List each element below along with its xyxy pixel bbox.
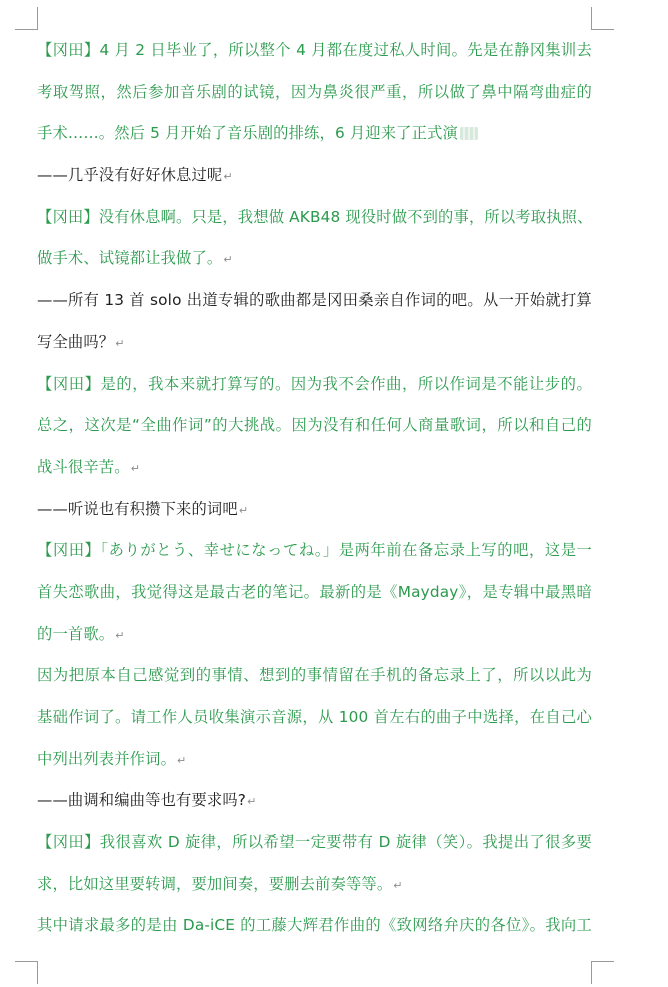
text-line bbox=[37, 659, 593, 701]
text-line bbox=[37, 117, 593, 159]
blurred-text-fragment bbox=[460, 127, 478, 140]
line-text: ——几乎没有好好休息过呢 bbox=[37, 166, 223, 185]
text-line bbox=[37, 326, 593, 368]
line-text: 考取驾照，然后参加音乐剧的试镜，因为鼻炎很严重，所以做了鼻中隔弯曲症的 bbox=[37, 82, 592, 101]
crop-mark-bottom-left bbox=[15, 961, 38, 984]
paragraph-mark: ↵ bbox=[177, 753, 187, 767]
paragraph-mark: ↵ bbox=[115, 628, 125, 642]
line-text: 做手术、试镜都让我做了。 bbox=[37, 249, 223, 268]
text-line bbox=[37, 743, 593, 785]
line-text: 【冈田】4 月 2 日毕业了，所以整个 4 月都在度过私人时间。先是在静冈集训去 bbox=[37, 41, 592, 59]
paragraph-mark: ↵ bbox=[238, 503, 249, 517]
text-line bbox=[37, 409, 593, 451]
line-text: ——曲调和编曲等也有要求吗? bbox=[37, 791, 247, 810]
text-line bbox=[37, 618, 593, 660]
crop-mark-bottom-right bbox=[591, 961, 614, 984]
line-text: 【冈田】是的，我本来就打算写的。因为我不会作曲，所以作词是不能让步的。 bbox=[37, 374, 592, 393]
line-text: 写全曲吗？ bbox=[37, 332, 115, 351]
paragraph-mark: ↵ bbox=[223, 253, 233, 267]
line-text: 因为把原本自己感觉到的事情、想到的事情留在手机的备忘录上了，所以以此为 bbox=[37, 666, 592, 685]
text-line bbox=[37, 868, 593, 910]
crop-mark-top-right bbox=[591, 7, 614, 30]
line-text: 【冈田】没有休息啊。只是，我想做 AKB48 现役时做不到的事，所以考取执照、 bbox=[37, 207, 593, 226]
text-line bbox=[37, 909, 593, 951]
text-line bbox=[37, 826, 593, 868]
line-text: 基础作词了。请工作人员收集演示音源，从 100 首左右的曲子中选择，在自己心 bbox=[37, 708, 592, 726]
line-text: 首失恋歌曲，我觉得这是最古老的笔记。最新的是《Mayday》，是专辑中最黑暗 bbox=[37, 582, 592, 601]
crop-mark-top-left bbox=[15, 7, 38, 30]
line-text: 中列出列表并作词。 bbox=[37, 749, 177, 768]
text-line bbox=[37, 368, 593, 410]
text-line bbox=[37, 451, 593, 493]
text-line bbox=[37, 576, 593, 618]
text-line bbox=[37, 34, 593, 76]
paragraph-mark: ↵ bbox=[393, 878, 403, 892]
paragraph-mark: ↵ bbox=[247, 795, 257, 809]
text-line bbox=[37, 201, 593, 243]
text-line bbox=[37, 242, 593, 284]
line-text: ——所有 13 首 solo 出道专辑的歌曲都是冈田桑亲自作词的吧。从一开始就打算 bbox=[37, 291, 592, 310]
line-text: 的一首歌。 bbox=[37, 624, 115, 643]
line-text: 战斗很辛苦。 bbox=[37, 457, 130, 476]
document-body[interactable] bbox=[37, 34, 593, 954]
text-line bbox=[37, 159, 593, 201]
paragraph-mark: ↵ bbox=[130, 461, 141, 475]
text-line bbox=[37, 534, 593, 576]
paragraph-mark: ↵ bbox=[115, 336, 125, 350]
line-text: 【冈田】「ありがとう、幸せになってね。」是两年前在备忘录上写的吧，这是一 bbox=[37, 541, 592, 560]
line-text: 其中请求最多的是由 Da-iCE 的工藤大辉君作曲的《致网络弁庆的各位》。我向工 bbox=[37, 916, 592, 935]
line-text: 【冈田】我很喜欢 D 旋律，所以希望一定要带有 D 旋律（笑）。我提出了很多要 bbox=[37, 833, 592, 852]
text-line bbox=[37, 701, 593, 743]
text-line bbox=[37, 76, 593, 118]
text-line bbox=[37, 493, 593, 535]
line-text: 求，比如这里要转调，要加间奏，要删去前奏等等。 bbox=[37, 874, 393, 893]
text-line bbox=[37, 284, 593, 326]
line-text: 总之，这次是“全曲作词”的大挑战。因为没有和任何人商量歌词，所以和自己的 bbox=[37, 416, 592, 435]
paragraph-mark: ↵ bbox=[223, 170, 233, 184]
text-line bbox=[37, 784, 593, 826]
line-text: 手术……。然后 5 月开始了音乐剧的排练，6 月迎来了正式演 bbox=[37, 124, 458, 143]
line-text: ——听说也有积攒下来的词吧 bbox=[37, 499, 238, 518]
